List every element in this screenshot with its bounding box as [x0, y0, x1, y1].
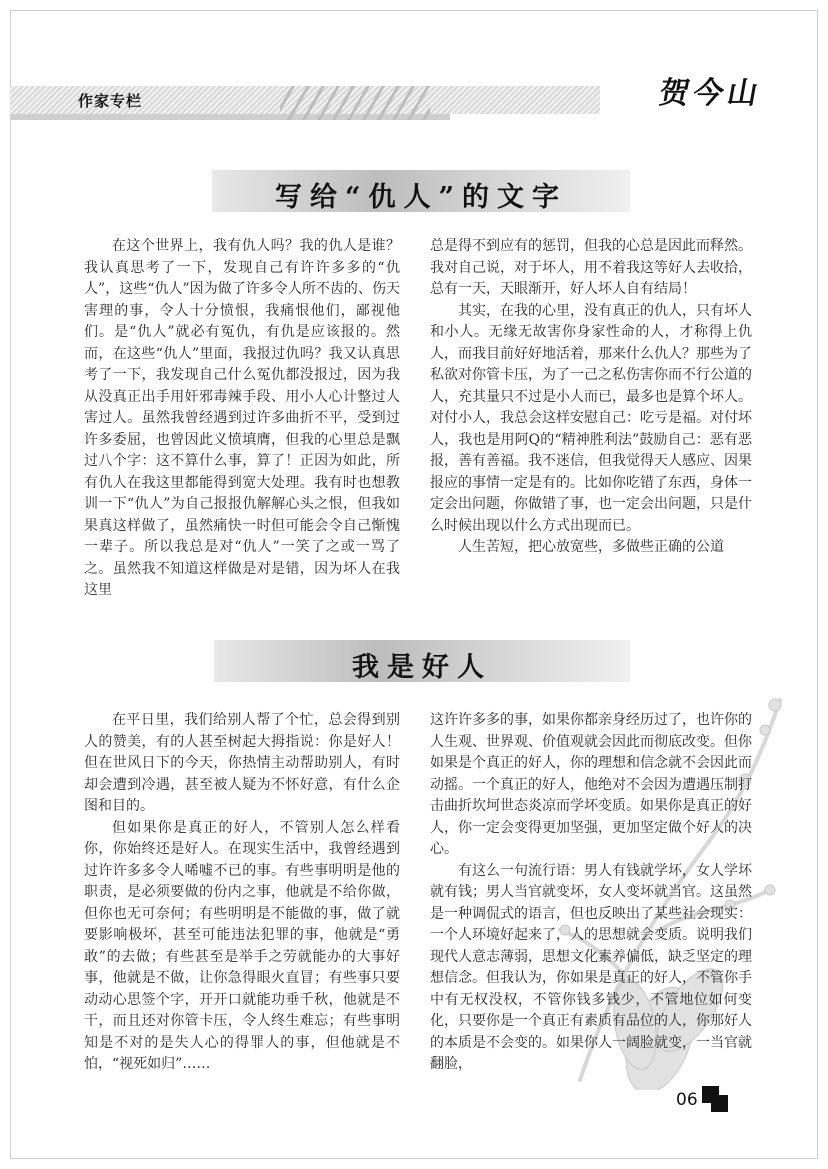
article2-left-column: [84, 710, 400, 1076]
article1-left-column: [84, 236, 400, 602]
paragraph: 其实，在我的心里，没有真正的仇人，只有坏人和小人。无缘无故害你身家性命的人，才称得上仇人，而我目前好好地活着，那来什么仇人？那些为了私欲对你管卡压，为了一己之私伤害你而不行公道的人，充其量只不过是小人而已，最多也是算个坏人。对付小人，我总会这样安慰自己：吃亏是福。对付坏人，我也是用阿Q的“精神胜利法”鼓励自己：恶有恶报，善有善福。我不迷信，但我觉得天人感应、因果报应的事情一定是有的。比如你吃错了东西，身体一定会出问题，你做错了事，也一定会出问题，只是什么时候出现以什么方式出现而已。: [430, 302, 752, 534]
paragraph: 在这个世界上，我有仇人吗？我的仇人是谁？我认真思考了一下，发现自己有许许多多的“仇人”，这些“仇人”因为做了许多令人所不齿的、伤天害理的事，令人十分愤恨，我痛恨他们，鄙视他们。是“仇人”就必有冤仇，有仇是应该报的。然而，在这些“仇人”里面，我报过仇吗？我又认真思考了一下，我发现自己什么冤仇都没报过，因为我从没真正出手用奸邪毒辣手段、用小人心计整过人害过人。虽然我曾经遇到过许多曲折不平，受到过许多委屈，也曾因此义愤填膺，但我的心里总是飘过八个字：这不算什么事，算了！正因为如此，所有仇人在我这里都能得到宽大处理。我有时也想教训一下“仇人”为自己报报仇解解心头之恨，但我如果真这样做了，虽然痛快一时但可能会令自己惭愧一辈子。所以我总是对“仇人”一笑了之或一骂了之。虽然我不知道这样做是对是错，因为坏人在我这里: [84, 238, 400, 598]
author-signature: 贺今山: [656, 76, 765, 111]
article2-right-column: [430, 710, 752, 1076]
paragraph: 总是得不到应有的惩罚，但我的心总是因此而释然。我对自己说，对于坏人，用不着我这等好人去收拾，总有一天，天眼渐开，好人坏人自有结局！: [430, 238, 752, 297]
page-number: 06: [676, 1090, 698, 1110]
article1-title-band: [212, 170, 630, 212]
paragraph: 这许许多多的事，如果你都亲身经历过了，也许你的人生观、世界观、价值观就会因此而彻底改变。但你如果是个真正的好人，你的理想和信念就不会因此而动摇。一个真正的好人，他绝对不会因为遭遇压制打击曲折坎坷世态炎凉而学坏变质。如果你是真正的好人，你一定会变得更加坚强，更加坚定做个好人的决心。: [430, 712, 752, 857]
header-slash-decoration: [280, 86, 430, 120]
paragraph: 但如果你是真正的好人，不管别人怎么样看你，你始终还是好人。在现实生活中，我曾经遇到过许许多多令人唏嘘不已的事。有些事明明是他的职责，是必须要做的份内之事，他就是不给你做，但你也无可奈何；有些明明是不能做的事，做了就要影响极坏，甚至可能违法犯罪的事，他就是“勇敢”的去做；有些甚至是举手之劳就能办的大事好事，他就是不做，让你急得眼火直冒；有些事只要动动心思签个字，开开口就能功垂千秋，他就是不干，而且还对你管卡压，令人终生难忘；有些事明知是不对的是失人心的得罪人的事，但他就是不怕，“视死如归”……: [84, 819, 400, 1072]
page-corner-mark-icon: [702, 1086, 728, 1112]
article1-right-column: [430, 236, 752, 559]
paragraph: 有这么一句流行语：男人有钱就学坏，女人学坏就有钱；男人当官就变坏，女人变坏就当官。这虽然是一种调侃式的语言，但也反映出了某些社会现实：一个人环境好起来了，人的思想就会变质。说明我们现代人意志薄弱，思想文化素养偏低，缺乏坚定的理想信念。但我认为，你如果是真正的好人，不管你手中有无权没权，不管你钱多钱少，不管地位如何变化，只要你是一个真正有素质有品位的人，你那好人的本质是不会变的。如果你人一阔脸就变，一当官就翻脸，: [430, 862, 752, 1072]
paragraph: 人生苦短，把心放宽些，多做些正确的公道: [458, 539, 724, 555]
column-tag: 作家专栏: [78, 92, 143, 110]
article2-title: 我是好人: [352, 652, 492, 683]
paragraph: 在平日里，我们给别人帮了个忙，总会得到别人的赞美，有的人甚至树起大拇指说：你是好人！但在世风日下的今天，你热情主动帮助别人，有时却会遭到冷遇，甚至被人疑为不怀好意，有什么企图和目的。: [84, 712, 400, 814]
article1-title: 写给“仇人”的文字: [274, 182, 568, 213]
